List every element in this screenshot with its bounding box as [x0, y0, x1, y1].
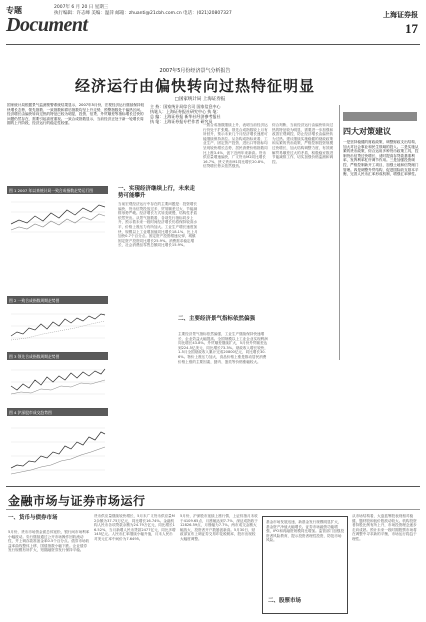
author-line: 执笔人：上海证券报社研究中心 执 笔：	[150, 109, 221, 114]
masthead: Document	[6, 14, 88, 36]
chart-4-plot	[7, 416, 108, 486]
chart-2	[7, 296, 108, 352]
section-divider	[6, 509, 420, 510]
body-text-col4: 综合判断，当前经济运行由偏快转向过热的特征较为明显，需要进一步加强和改善宏观调控，防止经济增长由偏快转为过热。建议继续实施稳健的财政政策和从紧的货币政策，严格控制投资规模过快增长，加大结构调整力度，有效缓解贸易顺差过大的矛盾，积极稳妥推进节能减排工作，切实加强价格监测和调控。	[272, 123, 334, 164]
author-line: 主 持：国家统计局综合司 国家信息中心	[150, 104, 221, 109]
author-line: 执 笔：上海证券报专栏作者 研究员	[150, 119, 213, 124]
editor-info: 执行编辑：许志峰 美编：温萍 邮箱：zhuanti@21cbh.com.cn 电话：(021)20807327	[54, 11, 232, 16]
finance-text-2: 货币供应量继续较快增长，5月末广义货币供应量M2余额为37.75万亿元，同比增长16.74%。金融机构人民币各项贷款余额为24.79万亿元，同比增长16.52%，当月新增人民币贷款2477亿元，同比多增145亿元。人民币汇率继续小幅升值，月末人民币对美元汇率中间价为7.6495。	[94, 514, 176, 541]
author-box	[150, 104, 340, 124]
chart-3-plot	[7, 360, 108, 408]
chart-caption: 图 2 一致合成指数周期走势图	[7, 297, 108, 304]
section-heading: 一、货币与债券市场	[8, 515, 58, 521]
body-text-col2: 当前宏观经济运行中存在的主要问题是：投资增长偏快，货币信贷投放过多，贸易顺差过大，节能减排形势严峻。经济增长方式转变缓慢，结构性矛盾依然突出。从景气指数看，各项先行指标同步上升，预示着未来一段时间经济增长仍将保持较高水平，价格上涨压力有所加大。工业生产增长速度加快，规模以上工业增加值同比增长18.1%，比上月加快0.7个百分点。固定资产投资增速反弹，城镇固定资产投资同比增长25.9%。消费需求稳定增长，社会消费品零售总额同比增长15.9%。	[118, 202, 198, 248]
section-heading: 二、主要经济景气指标依然偏强	[178, 316, 256, 322]
section-divider	[6, 486, 420, 487]
body-text-col3b: 主要经济景气指标依然偏强，工业生产继续保持快速增长，企业效益大幅提高。全国规模以上工业企业实现利润同比增长43.8%。外贸顺差继续扩大，5月份外贸顺差达到224.5亿美元，同比增长73.3%。财政收入增长较快，1-5月全国财政收入累计完成20800亿元，同比增长30.6%。物价上涨压力加大，食品价格上涨是推动居民消费价格上涨的主要因素，猪肉、蛋类等价格涨幅较大。	[178, 332, 268, 364]
finance-text-5: 从市场结构看，大盘蓝筹股表现相对稳健，题材股和低价股波动较大。机构投资者持股比例有所上升，市场投资理念逐步走向成熟。预计未来一段时期股票市场将在调整中寻求新的平衡，市场运行将趋于理性。	[352, 514, 417, 541]
report-subtitle: 2007年5月份经济景气分析报告	[159, 68, 231, 74]
page-number: 17	[405, 21, 418, 36]
page-header	[6, 4, 420, 42]
author-line: 总 编：上海证券报 新华社经济参考报社	[150, 114, 221, 119]
section-heading: 二、股票市场	[268, 598, 302, 604]
finance-text-3: 5月份，沪深股市延续上涨行情，上证综指月末收于4109.65点，月涨幅达到7.7%，深证成指收于12826.59点，月涨幅为7.7%。两市成交金额大幅放大，投资者开户数屡创新高。5月30日，财政部宣布上调证券交易印花税税率，股市出现较大幅度调整。	[180, 514, 258, 541]
chart-3	[7, 352, 108, 408]
chart-4	[7, 408, 108, 486]
section-label: 专题	[6, 6, 22, 15]
report-title: 经济运行由偏快转向过热特征明显	[74, 77, 315, 95]
right-column-text: 一是坚持稳健的财政政策，调整财政支出结构，加大对社会事业和民生领域的投入。二是实施从紧的货币政策，综合运用多种货币政策工具，控制货币信贷过快增长，适时提高存贷款基准利率，发挥利率杠杆调节作用。三是加强投资调控，严格控制新开工项目，加强土地和信贷闸门管理。四是调整外贸结构，促进国际收支基本平衡，完善人民币汇率形成机制，增强汇率弹性。	[343, 140, 419, 177]
intro-text: 国家统计局根据景气监测预警系统结果显示，2007年5月份，宏观经济运行继续保持较快增长态势，领先指数、一致指数和滞后指数均呈上升走势，预警指数处于偏热区间。经济增长由偏快转向过热的特征已较为明显，投资、信贷、外贸顺差等指标增长过快的问题仍然存在，需要引起高度重视。一致合成指数显示，当前经济正处于新一轮增长周期的上升阶段，经济运行的稳定性较强。	[7, 103, 145, 126]
chart-1	[7, 186, 108, 242]
finance-text-4: 基金市场发展迅速，新基金发行规模明显扩大，基金资产净值大幅增长。证券市场融资功能增强，IPO和再融资规模同比增加。监管部门加强投资者风险教育，提示投资者理性投资，防范市场风险。	[266, 520, 344, 543]
right-column-title: 四大对策建议	[343, 127, 391, 136]
body-text-col3: 一致合成指数继续上升，表明当前经济运行仍处于扩张期。领先合成指数较上月有所回升，预示未来几个月经济增长速度可能继续保持高位。从各构成指标来看，工业生产、固定资产投资、进出口等指标均呈现较快增长态势，居民消费价格指数同比上涨3.4%，创下近两年来新高。货币供应量增速偏快，广义货币M2同比增长16.7%，狭义货币M1同比增长20.8%，信贷增长势头依然强劲。	[203, 123, 268, 169]
report-byline: □国家统计局 上海证券报	[174, 97, 226, 102]
header-divider	[6, 44, 420, 45]
chart-caption: 图 3 领先合成指数周期走势图	[7, 353, 108, 360]
chart-caption: 图 4 沪深股市成交趋势图	[7, 409, 108, 416]
issue-date: 2007年 6 月 20 日 星期三	[54, 5, 109, 10]
column-tag	[343, 112, 417, 121]
finance-text-1: 5月份，货币市场资金面总体宽松，银行间市场利率小幅波动。央行继续通过公开市场操作回收流动性，并上调存款准备金率0.5个百分点。债券市场收益率曲线整体上移，国债指数小幅下跌。企业债券发行规模有所扩大，短期融资券发行保持平稳。	[8, 530, 90, 553]
chart-1-plot	[7, 194, 108, 242]
chart-2-plot	[7, 304, 108, 352]
column-divider	[339, 105, 340, 360]
chart-caption: 图 1 2007 年以来统计局一致合成指数走势运行图	[7, 187, 108, 194]
lower-section-title: 金融市场与证券市场运行	[8, 494, 146, 508]
section-heading: 一、实现经济继续上行，未来走势可能攀升	[118, 186, 196, 199]
paper-name: 上海证券报	[383, 10, 418, 19]
